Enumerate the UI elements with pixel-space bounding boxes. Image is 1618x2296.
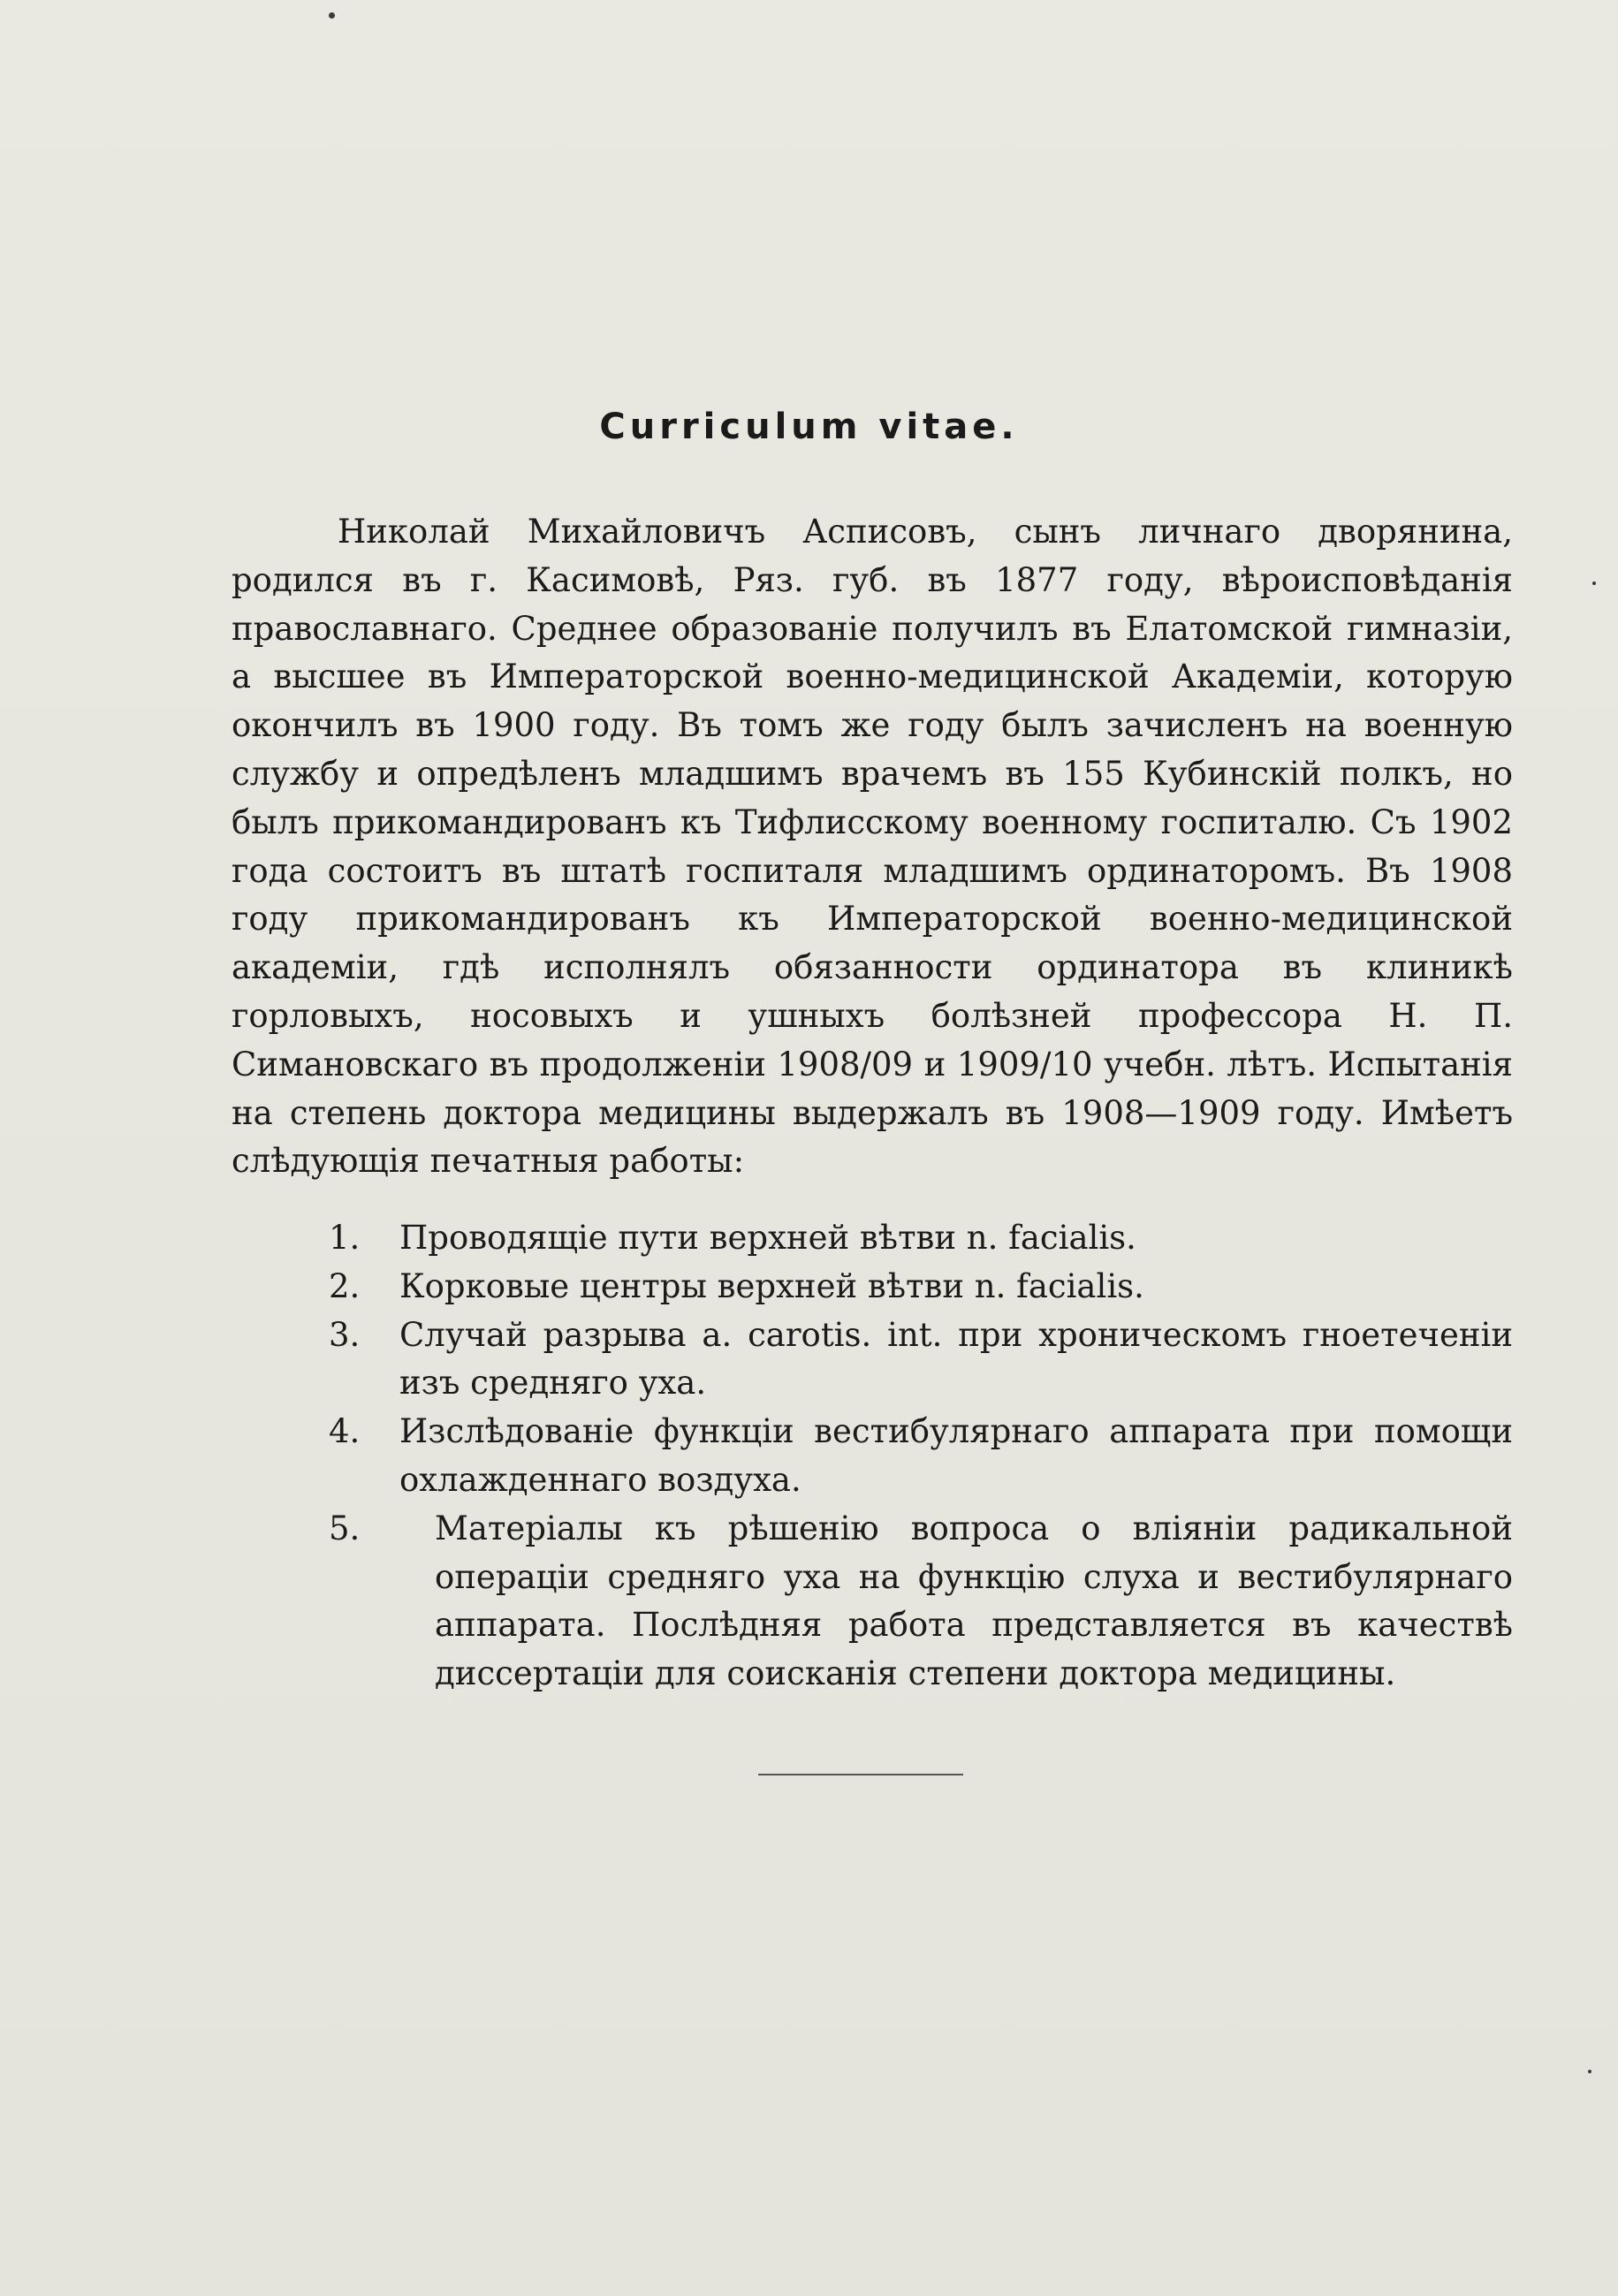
list-item-text: Матеріалы къ рѣшенію вопроса о вліяніи радикальной операціи средняго уха на функцію слуха и вестибулярнаго аппарата. Послѣдняя работа представляется въ качествѣ диссертаціи для соисканія степени доктора медицины.: [435, 1509, 1513, 1693]
list-item-number: 4.: [329, 1412, 361, 1451]
document-title: Curriculum vitae.: [599, 407, 1019, 447]
list-item: [232, 1311, 1513, 1409]
list-item-text: Корковые центры верхней вѣтви n. facialis.: [399, 1266, 1144, 1305]
list-item: [232, 1408, 1513, 1505]
list-item-number: 3.: [329, 1315, 361, 1354]
print-speck: [329, 12, 335, 19]
list-item: [232, 1214, 1513, 1263]
closing-rule: [758, 1774, 963, 1775]
list-item-text: Случай разрыва a. carotis. int. при хроническомъ гноетеченіи изъ средняго уха.: [399, 1315, 1513, 1403]
works-list: [232, 1214, 1513, 1699]
list-item-text: Проводящіе пути верхней вѣтви n. facialis.: [399, 1219, 1136, 1257]
list-item: [232, 1263, 1513, 1311]
print-speck: [1592, 582, 1596, 585]
biography-paragraph: Николай Михайловичъ Асписовъ, сынъ личнаго дворянина, родился въ г. Касимовѣ, Ряз. губ. въ 1877 году, вѣроисповѣданія православнаго. Среднее образованіе получилъ въ Елатомской гимназіи, а высшее въ Императорской военно-медицинской Академіи, которую окончилъ въ 1900 году. Въ томъ же году былъ зачисленъ на военную службу и опредѣленъ младшимъ врачемъ въ 155 Кубинскій полкъ, но былъ прикомандированъ къ Тифлисскому военному госпиталю. Съ 1902 года состоитъ въ штатѣ госпиталя младшимъ ординаторомъ. Въ 1908 году прикомандированъ къ Императорской военно-медицинской академіи, гдѣ исполнялъ обязанности ординатора въ клиникѣ горловыхъ, носовыхъ и ушныхъ болѣзней профессора Н. П. Симановскаго въ продолженіи 1908/09 и 1909/10 учебн. лѣтъ. Испытанія на степень доктора медицины выдержалъ въ 1908—1909 году. Имѣетъ слѣдующія печатныя работы:: [232, 513, 1513, 1181]
list-item: [232, 1505, 1513, 1699]
list-item-number: 1.: [329, 1219, 361, 1257]
print-speck: [1588, 2070, 1591, 2073]
list-item-number: 5.: [329, 1509, 361, 1547]
list-item-text: Изслѣдованіе функціи вестибулярнаго аппарата при помощи охлажденнаго воздуха.: [399, 1412, 1513, 1499]
list-item-number: 2.: [329, 1266, 361, 1305]
